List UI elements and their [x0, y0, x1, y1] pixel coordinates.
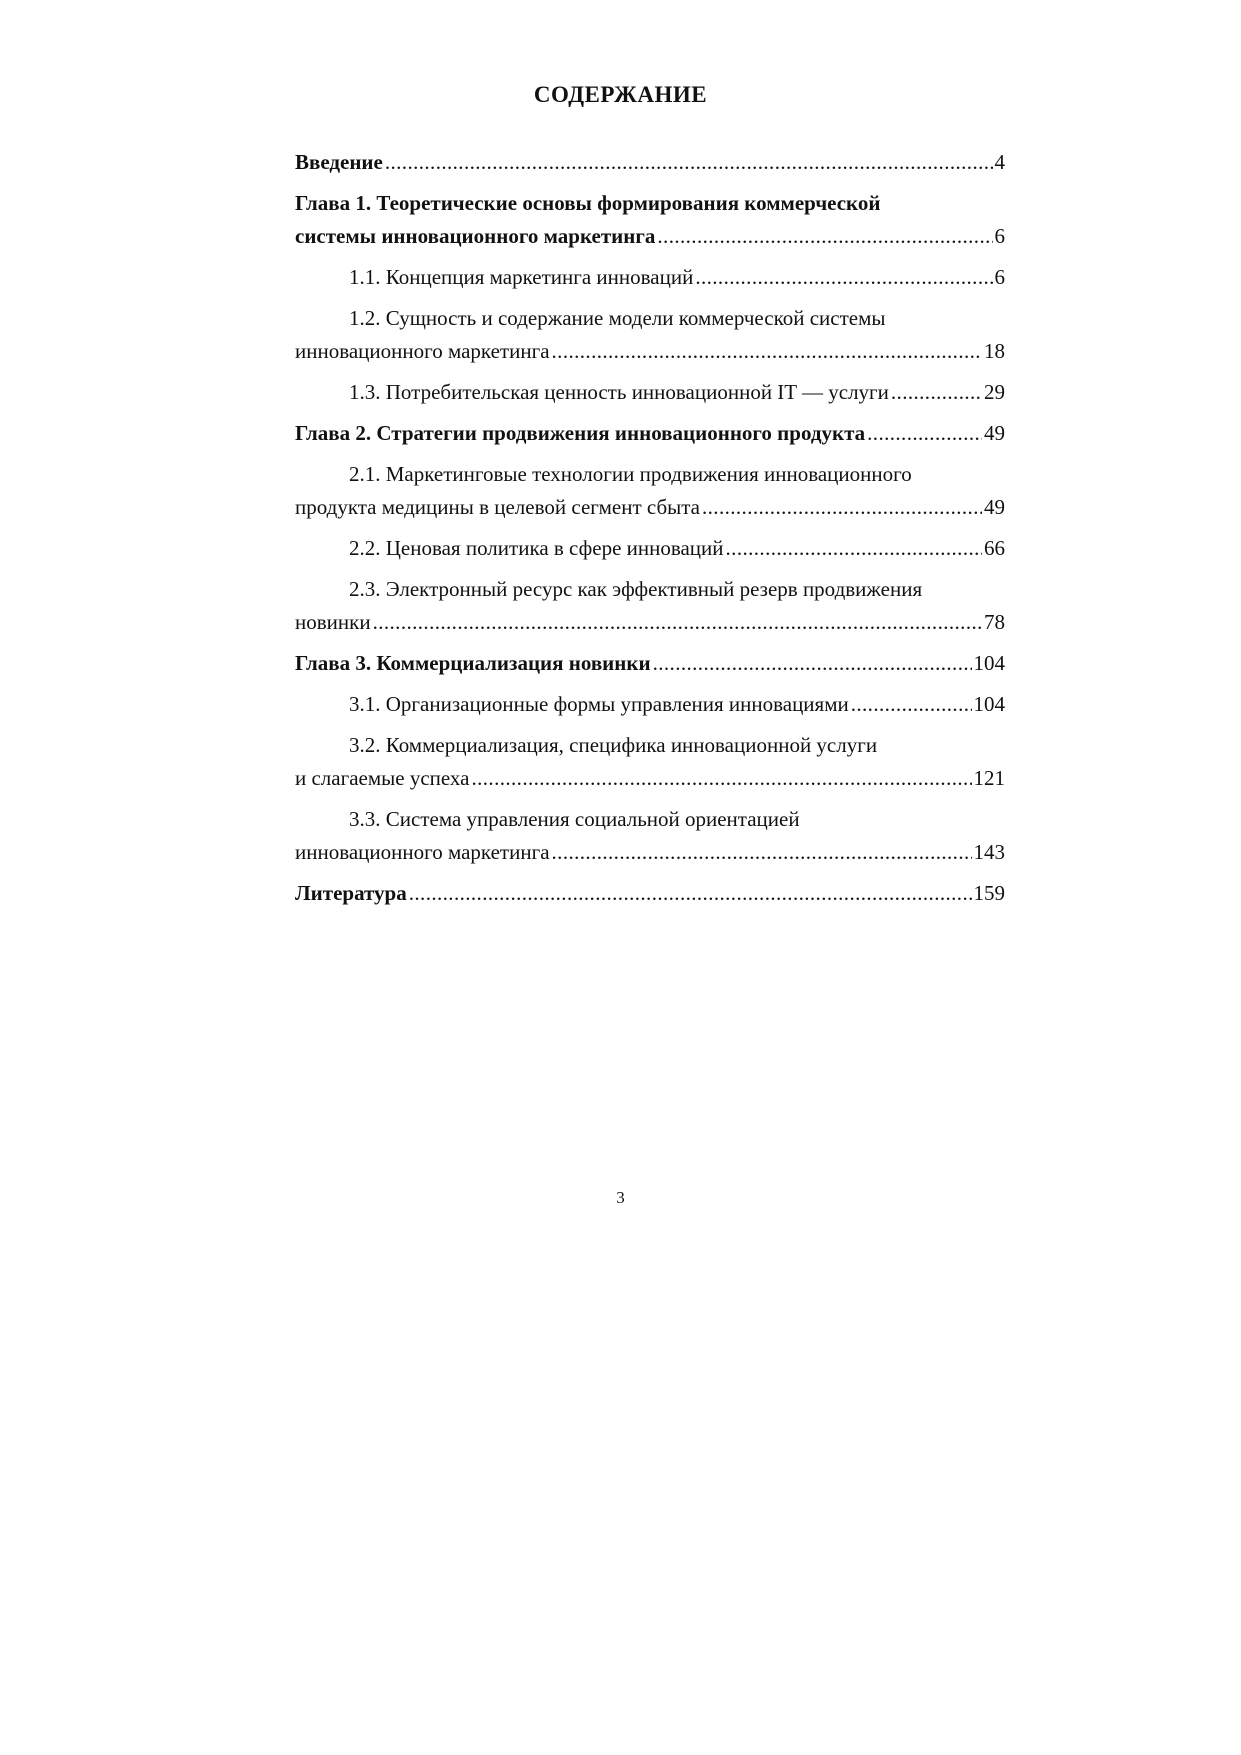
toc-entry-section-3-2[interactable]: [295, 729, 1005, 795]
toc-entry-page: 49: [984, 421, 1005, 445]
toc-entry-section-2-3[interactable]: [295, 573, 1005, 639]
toc-entry-page: 159: [973, 881, 1005, 905]
toc-entry-page: 6: [994, 224, 1005, 248]
toc-entry-page: 4: [994, 150, 1005, 174]
toc-entry-page: 104: [973, 692, 1005, 716]
toc-entry-text: и слагаемые успеха: [295, 766, 470, 790]
table-of-contents: [295, 146, 1005, 918]
toc-entry-section-1-1[interactable]: [295, 261, 1005, 294]
toc-entry-text: Литература: [295, 881, 407, 905]
toc-entry-lead-line: 2.1. Маркетинговые технологии продвижения инновационного: [349, 462, 912, 486]
toc-entry-introduction[interactable]: [295, 146, 1005, 179]
toc-entry-text: продукта медицины в целевой сегмент сбыта: [295, 495, 700, 519]
toc-entry-text: инновационного маркетинга: [295, 339, 550, 363]
toc-entry-page: 6: [994, 265, 1005, 289]
dot-leader: [373, 606, 982, 639]
dot-leader: [867, 417, 982, 450]
toc-entry-page: 29: [984, 380, 1005, 404]
toc-entry-text: 2.2. Ценовая политика в сфере инноваций: [349, 536, 724, 560]
dot-leader: [726, 532, 982, 565]
toc-title: СОДЕРЖАНИЕ: [533, 82, 708, 107]
toc-entry-section-3-1[interactable]: [295, 688, 1005, 721]
dot-leader: [653, 647, 972, 680]
toc-entry-text: системы инновационного маркетинга: [295, 224, 656, 248]
toc-entry-chapter-3[interactable]: [295, 647, 1005, 680]
toc-entry-text: Глава 2. Стратегии продвижения инновационного продукта: [295, 421, 866, 445]
toc-entry-text: Глава 3. Коммерциализация новинки: [295, 651, 651, 675]
dot-leader: [851, 688, 972, 721]
dot-leader: [552, 836, 972, 869]
toc-entry-section-3-3[interactable]: [295, 803, 1005, 869]
toc-entry-text: 1.1. Концепция маркетинга инноваций: [349, 265, 694, 289]
toc-entry-page: 49: [984, 495, 1005, 519]
toc-entry-text: инновационного маркетинга: [295, 840, 550, 864]
toc-entry-text: 3.1. Организационные формы управления инновациями: [349, 692, 849, 716]
toc-entry-section-2-1[interactable]: [295, 458, 1005, 524]
dot-leader: [657, 220, 992, 253]
toc-entry-text: новинки: [295, 610, 371, 634]
toc-entry-text: 1.3. Потребительская ценность инновационной IT — услуги: [349, 380, 889, 404]
toc-entry-lead-line: 3.3. Система управления социальной ориентацией: [349, 807, 800, 831]
toc-entry-section-2-2[interactable]: [295, 532, 1005, 565]
toc-entry-page: 18: [984, 339, 1005, 363]
toc-entry-page: 78: [984, 610, 1005, 634]
dot-leader: [552, 335, 982, 368]
toc-entry-chapter-1[interactable]: [295, 187, 1005, 253]
toc-entry-section-1-2[interactable]: [295, 302, 1005, 368]
dot-leader: [471, 762, 971, 795]
toc-entry-page: 66: [984, 536, 1005, 560]
toc-entry-literature[interactable]: [295, 877, 1005, 910]
toc-entry-page: 143: [973, 840, 1005, 864]
toc-entry-section-1-3[interactable]: [295, 376, 1005, 409]
dot-leader: [702, 491, 982, 524]
dot-leader: [695, 261, 992, 294]
toc-entry-page: 121: [973, 766, 1005, 790]
toc-entry-page: 104: [973, 651, 1005, 675]
toc-entry-text: Введение: [295, 150, 383, 174]
dot-leader: [385, 146, 993, 179]
toc-entry-lead-line: 2.3. Электронный ресурс как эффективный резерв продвижения: [349, 577, 923, 601]
toc-entry-lead-line: Глава 1. Теоретические основы формирования коммерческой: [295, 191, 881, 215]
toc-entry-lead-line: 1.2. Сущность и содержание модели коммерческой системы: [349, 306, 886, 330]
dot-leader: [409, 877, 972, 910]
page-number: 3: [616, 1188, 625, 1207]
toc-entry-chapter-2[interactable]: [295, 417, 1005, 450]
toc-entry-lead-line: 3.2. Коммерциализация, специфика инновационной услуги: [349, 733, 878, 757]
dot-leader: [891, 376, 982, 409]
